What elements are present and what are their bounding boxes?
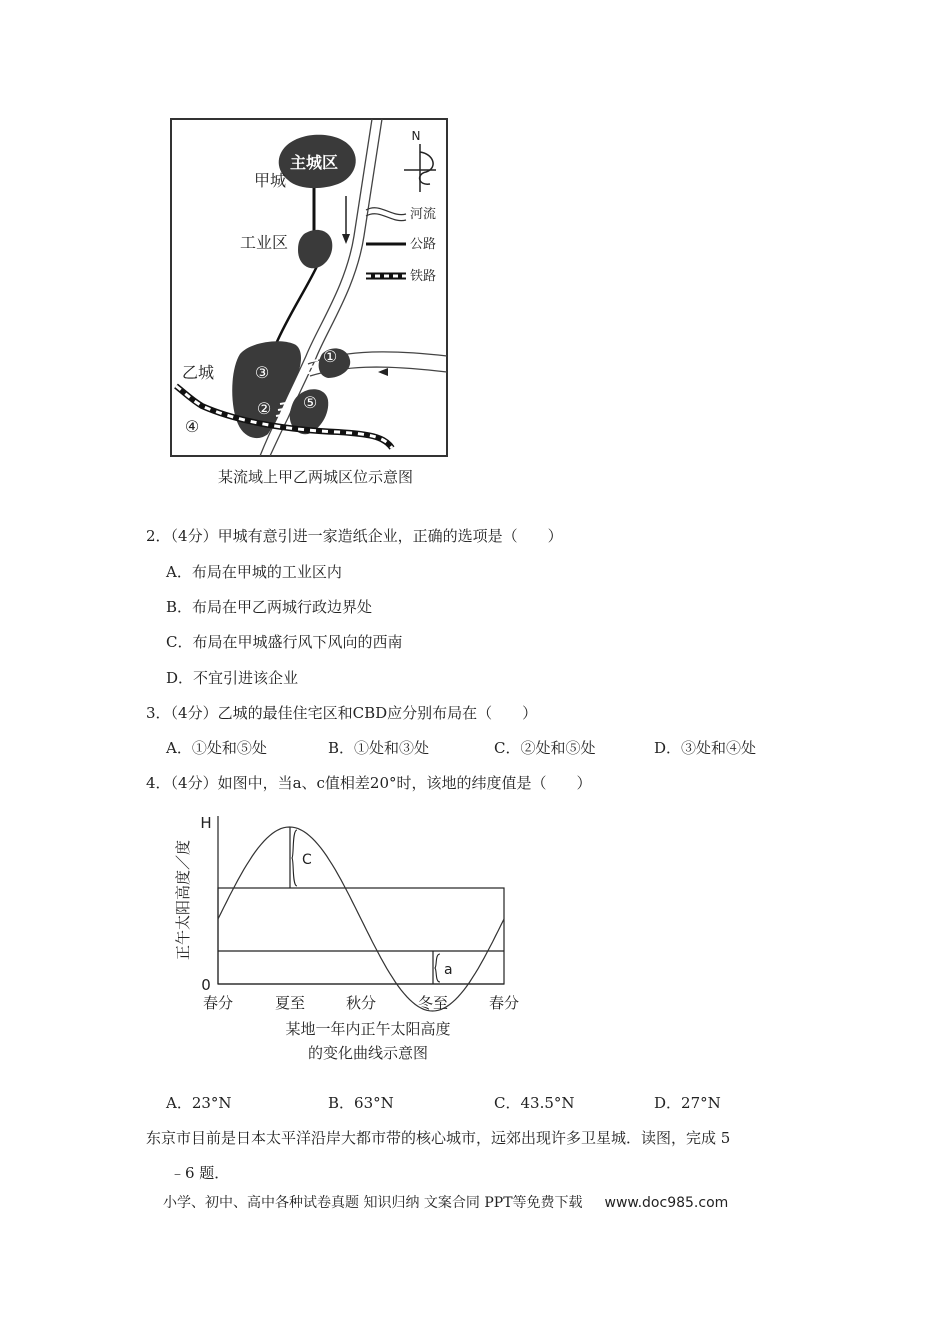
x-tick-summer-solstice: 夏至 xyxy=(274,994,306,1012)
y-axis-top-label: H xyxy=(200,814,212,832)
y-axis-zero-label: 0 xyxy=(201,976,211,994)
map-figure xyxy=(168,116,452,460)
x-tick-spring-equinox-2: 春分 xyxy=(488,994,520,1012)
brace-c xyxy=(292,830,297,886)
q3-option-c[interactable]: C．②处和⑤处 xyxy=(494,739,596,757)
q3-option-d[interactable]: D．③处和④处 xyxy=(654,739,757,757)
label-c: C xyxy=(302,852,312,868)
map-svg xyxy=(168,116,452,460)
marker-4: ④ xyxy=(184,417,200,436)
legend-river-label: 河流 xyxy=(410,207,437,222)
q2-option-b[interactable]: B．布局在甲乙两城行政边界处 xyxy=(166,598,373,616)
q3-stem: 3．（4分）乙城的最佳住宅区和CBD应分别布局在（ ） xyxy=(146,704,538,722)
chart-caption-line1: 某地一年内正午太阳高度 xyxy=(285,1020,451,1038)
y-axis-label: 正午太阳高度／度 xyxy=(174,839,192,961)
footer-text: 小学、初中、高中各种试卷真题 知识归纳 文案合同 PPT等免费下载 xyxy=(163,1195,583,1211)
chart-caption-line2: 的变化曲线示意图 xyxy=(307,1044,429,1062)
upper-box xyxy=(218,888,504,984)
footer-url[interactable]: www.doc985.com xyxy=(604,1195,729,1211)
solar-altitude-svg xyxy=(170,808,530,1070)
q2-option-c[interactable]: C．布局在甲城盛行风下风向的西南 xyxy=(166,633,403,651)
marker-5: ⑤ xyxy=(302,393,318,412)
map-caption: 某流域上甲乙两城区位示意图 xyxy=(218,468,414,486)
label-industrial: 工业区 xyxy=(240,233,289,252)
marker-3: ③ xyxy=(254,363,270,382)
q4-option-b[interactable]: B．63°N xyxy=(328,1094,394,1112)
q4-stem: 4．（4分）如图中，当a、c值相差20°时，该地的纬度值是（ ） xyxy=(146,774,592,792)
label-city-yi: 乙城 xyxy=(182,363,215,382)
intro-line1: 东京市目前是日本太平洋沿岸大都市带的核心城市，远郊出现许多卫星城．读图，完成 5 xyxy=(146,1129,731,1147)
q2-option-a[interactable]: A．布局在甲城的工业区内 xyxy=(166,563,342,581)
label-north: N xyxy=(411,129,421,143)
brace-a xyxy=(435,954,440,982)
q2-stem: 2．（4分）甲城有意引进一家造纸企业，正确的选项是（ ） xyxy=(146,527,563,545)
legend-railway-label: 铁路 xyxy=(410,269,437,284)
intro-line2: ﹣6 题． xyxy=(170,1164,230,1182)
x-tick-spring-equinox: 春分 xyxy=(202,994,234,1012)
q4-option-a[interactable]: A．23°N xyxy=(166,1094,232,1112)
q2-option-d[interactable]: D．不宜引进该企业 xyxy=(166,669,299,687)
q3-option-a[interactable]: A．①处和⑤处 xyxy=(166,739,267,757)
legend-road-label: 公路 xyxy=(410,237,437,252)
x-tick-winter-solstice: 冬至 xyxy=(417,994,449,1012)
label-main-city: 主城区 xyxy=(289,153,339,172)
label-city-jia: 甲城 xyxy=(254,171,287,190)
marker-2: ② xyxy=(256,399,272,418)
solar-altitude-figure xyxy=(170,808,530,1070)
marker-1: ① xyxy=(322,347,338,366)
label-a: a xyxy=(444,962,453,978)
x-tick-autumn-equinox: 秋分 xyxy=(345,994,377,1012)
q4-option-d[interactable]: D．27°N xyxy=(654,1094,721,1112)
q3-option-b[interactable]: B．①处和③处 xyxy=(328,739,430,757)
footer xyxy=(163,1192,728,1212)
q4-option-c[interactable]: C．43.5°N xyxy=(494,1094,575,1112)
